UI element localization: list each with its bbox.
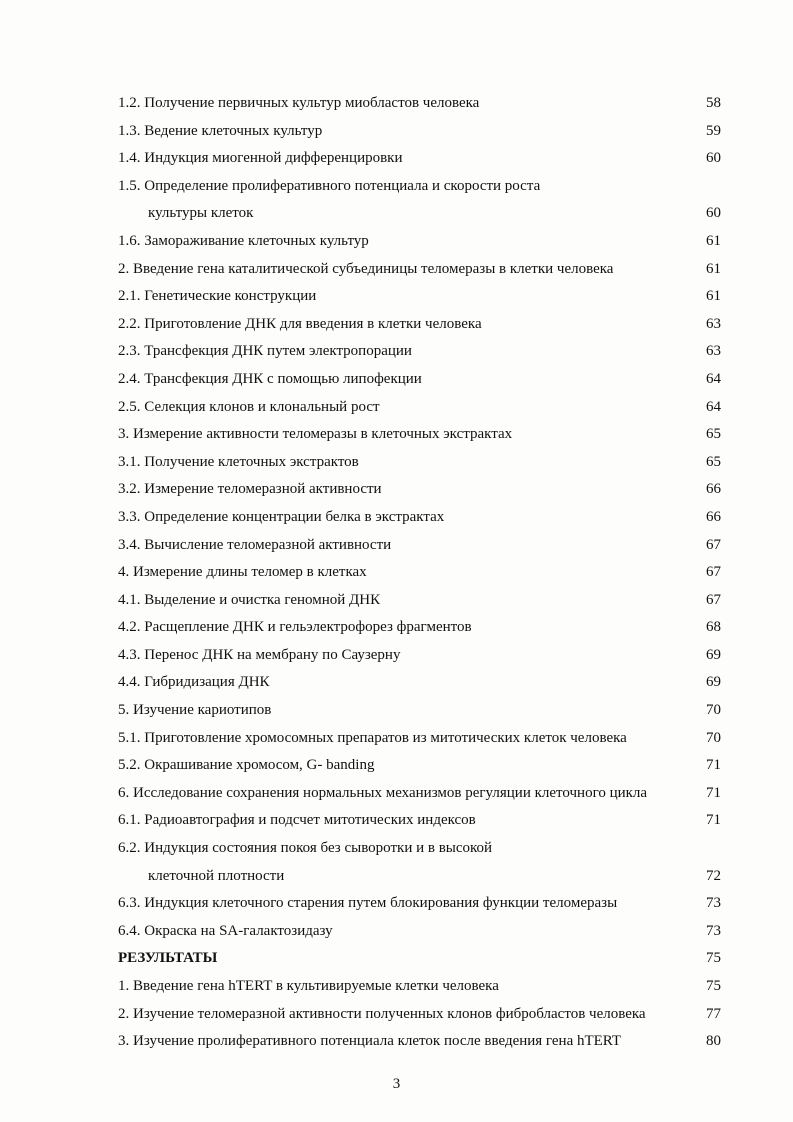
toc-entry-continuation	[0, 863, 793, 891]
page-number: 3	[392, 1076, 401, 1092]
toc-entry-title: 2.3. Трансфекция ДНК путем электропорации	[118, 343, 412, 360]
toc-entry-title: 3.4. Вычисление теломеразной активности	[118, 536, 392, 553]
toc-entry-title: 4.4. Гибридизация ДНК	[118, 674, 270, 691]
toc-entry-page: 66	[706, 508, 721, 525]
toc-entry-page: 64	[706, 370, 721, 387]
toc-entry-page: 67	[706, 591, 721, 608]
toc-entry	[0, 90, 793, 118]
toc-entry	[0, 725, 793, 753]
toc-entry	[0, 752, 793, 780]
toc-entry-title: 5.2. Окрашивание хромосом, G- banding	[118, 757, 375, 774]
toc-entry	[0, 421, 793, 449]
toc-entry-title: 3.2. Измерение теломеразной активности	[118, 481, 382, 498]
toc-entry	[0, 504, 793, 532]
toc-entry-page: 75	[706, 978, 721, 994]
toc-entry	[0, 587, 793, 615]
toc-entry-title: 5.1. Приготовление хромосомных препаратов из митотических клеток человека	[118, 729, 627, 746]
toc-entry-title: 6.2. Индукция состояния покоя без сыворотки и в высокой	[118, 840, 493, 857]
toc-entry-page: 69	[706, 674, 721, 691]
toc-entry-title: 3.1. Получение клеточных экстрактов	[118, 453, 359, 470]
toc-entry-title: 6.1. Радиоавтография и подсчет митотических индексов	[118, 812, 476, 829]
toc-entry	[0, 338, 793, 366]
toc-entry-title: 2. Изучение теломеразной активности полученных клонов фибробластов человека	[118, 1005, 646, 1022]
toc-entry	[0, 973, 793, 1001]
toc-entry-title: 3. Изучение пролиферативного потенциала клеток после введения гена hTERT	[118, 1033, 622, 1050]
toc-entry-title: 5. Изучение кариотипов	[118, 702, 272, 719]
toc-entry	[0, 697, 793, 725]
toc-entry-page: 71	[706, 812, 721, 829]
toc-entry-title: 3.3. Определение концентрации белка в экстрактах	[118, 508, 445, 525]
toc-entry-page: 71	[706, 757, 721, 774]
toc-entry	[0, 173, 793, 201]
toc-entry-page: 60	[706, 205, 721, 222]
toc-entry-title: 1.4. Индукция миогенной дифференцировки	[118, 150, 403, 167]
toc-entry-title: 6.3. Индукция клеточного старения путем блокирования функции теломеразы	[118, 895, 618, 912]
toc-entry-title: 4.1. Выделение и очистка геномной ДНК	[118, 591, 381, 608]
toc-entry-page: 72	[706, 867, 721, 884]
toc-entry-page: 64	[706, 398, 721, 415]
toc-entry-title: РЕЗУЛЬТАТЫ	[118, 950, 218, 967]
toc-entry-page: 63	[706, 343, 721, 360]
toc-entry	[0, 807, 793, 835]
toc-entry	[0, 669, 793, 697]
toc-entry-page: 65	[706, 426, 721, 443]
toc-entry-title: культуры клеток	[148, 205, 254, 222]
toc-entry-page: 75	[706, 950, 721, 967]
toc-entry-title: 6.4. Окраска на SA-галактозидазу	[118, 922, 333, 939]
table-of-contents	[0, 90, 793, 1056]
toc-entry-title: 2.1. Генетические конструкции	[118, 288, 317, 305]
toc-entry	[0, 559, 793, 587]
toc-entry-title: 6. Исследование сохранения нормальных механизмов регуляции клеточного цикла	[118, 784, 648, 801]
toc-entry	[0, 1028, 793, 1056]
toc-entry-title: 1.6. Замораживание клеточных культур	[118, 232, 369, 249]
toc-entry-page: 60	[706, 150, 721, 167]
toc-entry-title: 1.3. Ведение клеточных культур	[118, 122, 323, 139]
toc-entry-page: 73	[706, 895, 721, 912]
toc-entry-page: 61	[706, 260, 721, 277]
toc-entry	[0, 228, 793, 256]
toc-entry-title: 2.5. Селекция клонов и клональный рост	[118, 398, 380, 415]
toc-entry	[0, 145, 793, 173]
toc-entry	[0, 642, 793, 670]
toc-entry-page: 59	[706, 122, 721, 139]
toc-entry-page: 67	[706, 564, 721, 581]
toc-entry-page: 65	[706, 453, 721, 470]
toc-entry-page: 61	[706, 288, 721, 305]
toc-entry-page: 80	[706, 1033, 721, 1050]
toc-entry	[0, 835, 793, 863]
toc-entry	[0, 614, 793, 642]
toc-entry-title: 2.4. Трансфекция ДНК с помощью липофекции	[118, 370, 422, 387]
toc-section-heading	[0, 945, 793, 973]
toc-entry	[0, 256, 793, 284]
toc-entry-page: 58	[706, 95, 721, 111]
toc-entry-title: 2.2. Приготовление ДНК для введения в клетки человека	[118, 315, 482, 332]
toc-entry-page: 66	[706, 481, 721, 498]
toc-entry-title: 3. Измерение активности теломеразы в клеточных экстрактах	[118, 426, 513, 443]
toc-entry-title: 4.3. Перенос ДНК на мембрану по Саузерну	[118, 646, 401, 663]
toc-entry-title: 1.2. Получение первичных культур миобластов человека	[118, 95, 480, 111]
toc-entry-page: 69	[706, 646, 721, 663]
toc-entry	[0, 283, 793, 311]
toc-entry	[0, 532, 793, 560]
toc-entry	[0, 890, 793, 918]
toc-entry-page: 73	[706, 922, 721, 939]
toc-entry	[0, 918, 793, 946]
toc-entry	[0, 118, 793, 146]
toc-entry-title: 1.5. Определение пролиферативного потенциала и скорости роста	[118, 177, 541, 194]
toc-entry-page: 61	[706, 232, 721, 249]
toc-entry-title: 2. Введение гена каталитической субъединицы теломеразы в клетки человека	[118, 260, 614, 277]
toc-entry-page: 77	[706, 1005, 721, 1022]
toc-entry	[0, 311, 793, 339]
toc-entry-page: 67	[706, 536, 721, 553]
toc-entry	[0, 1001, 793, 1029]
toc-entry-continuation	[0, 200, 793, 228]
toc-entry-title: 4. Измерение длины теломер в клетках	[118, 564, 367, 581]
toc-entry-page: 68	[706, 619, 721, 636]
toc-entry-title: 4.2. Расщепление ДНК и гельэлектрофорез фрагментов	[118, 619, 472, 636]
toc-entry	[0, 366, 793, 394]
toc-entry	[0, 394, 793, 422]
toc-entry-page: 70	[706, 729, 721, 746]
toc-entry	[0, 449, 793, 477]
toc-entry-page: 70	[706, 702, 721, 719]
toc-entry	[0, 780, 793, 808]
toc-entry-page: 63	[706, 315, 721, 332]
toc-entry-title: клеточной плотности	[148, 867, 285, 884]
toc-entry-title: 1. Введение гена hTERT в культивируемые клетки человека	[118, 978, 499, 994]
toc-entry-page: 71	[706, 784, 721, 801]
toc-entry	[0, 476, 793, 504]
